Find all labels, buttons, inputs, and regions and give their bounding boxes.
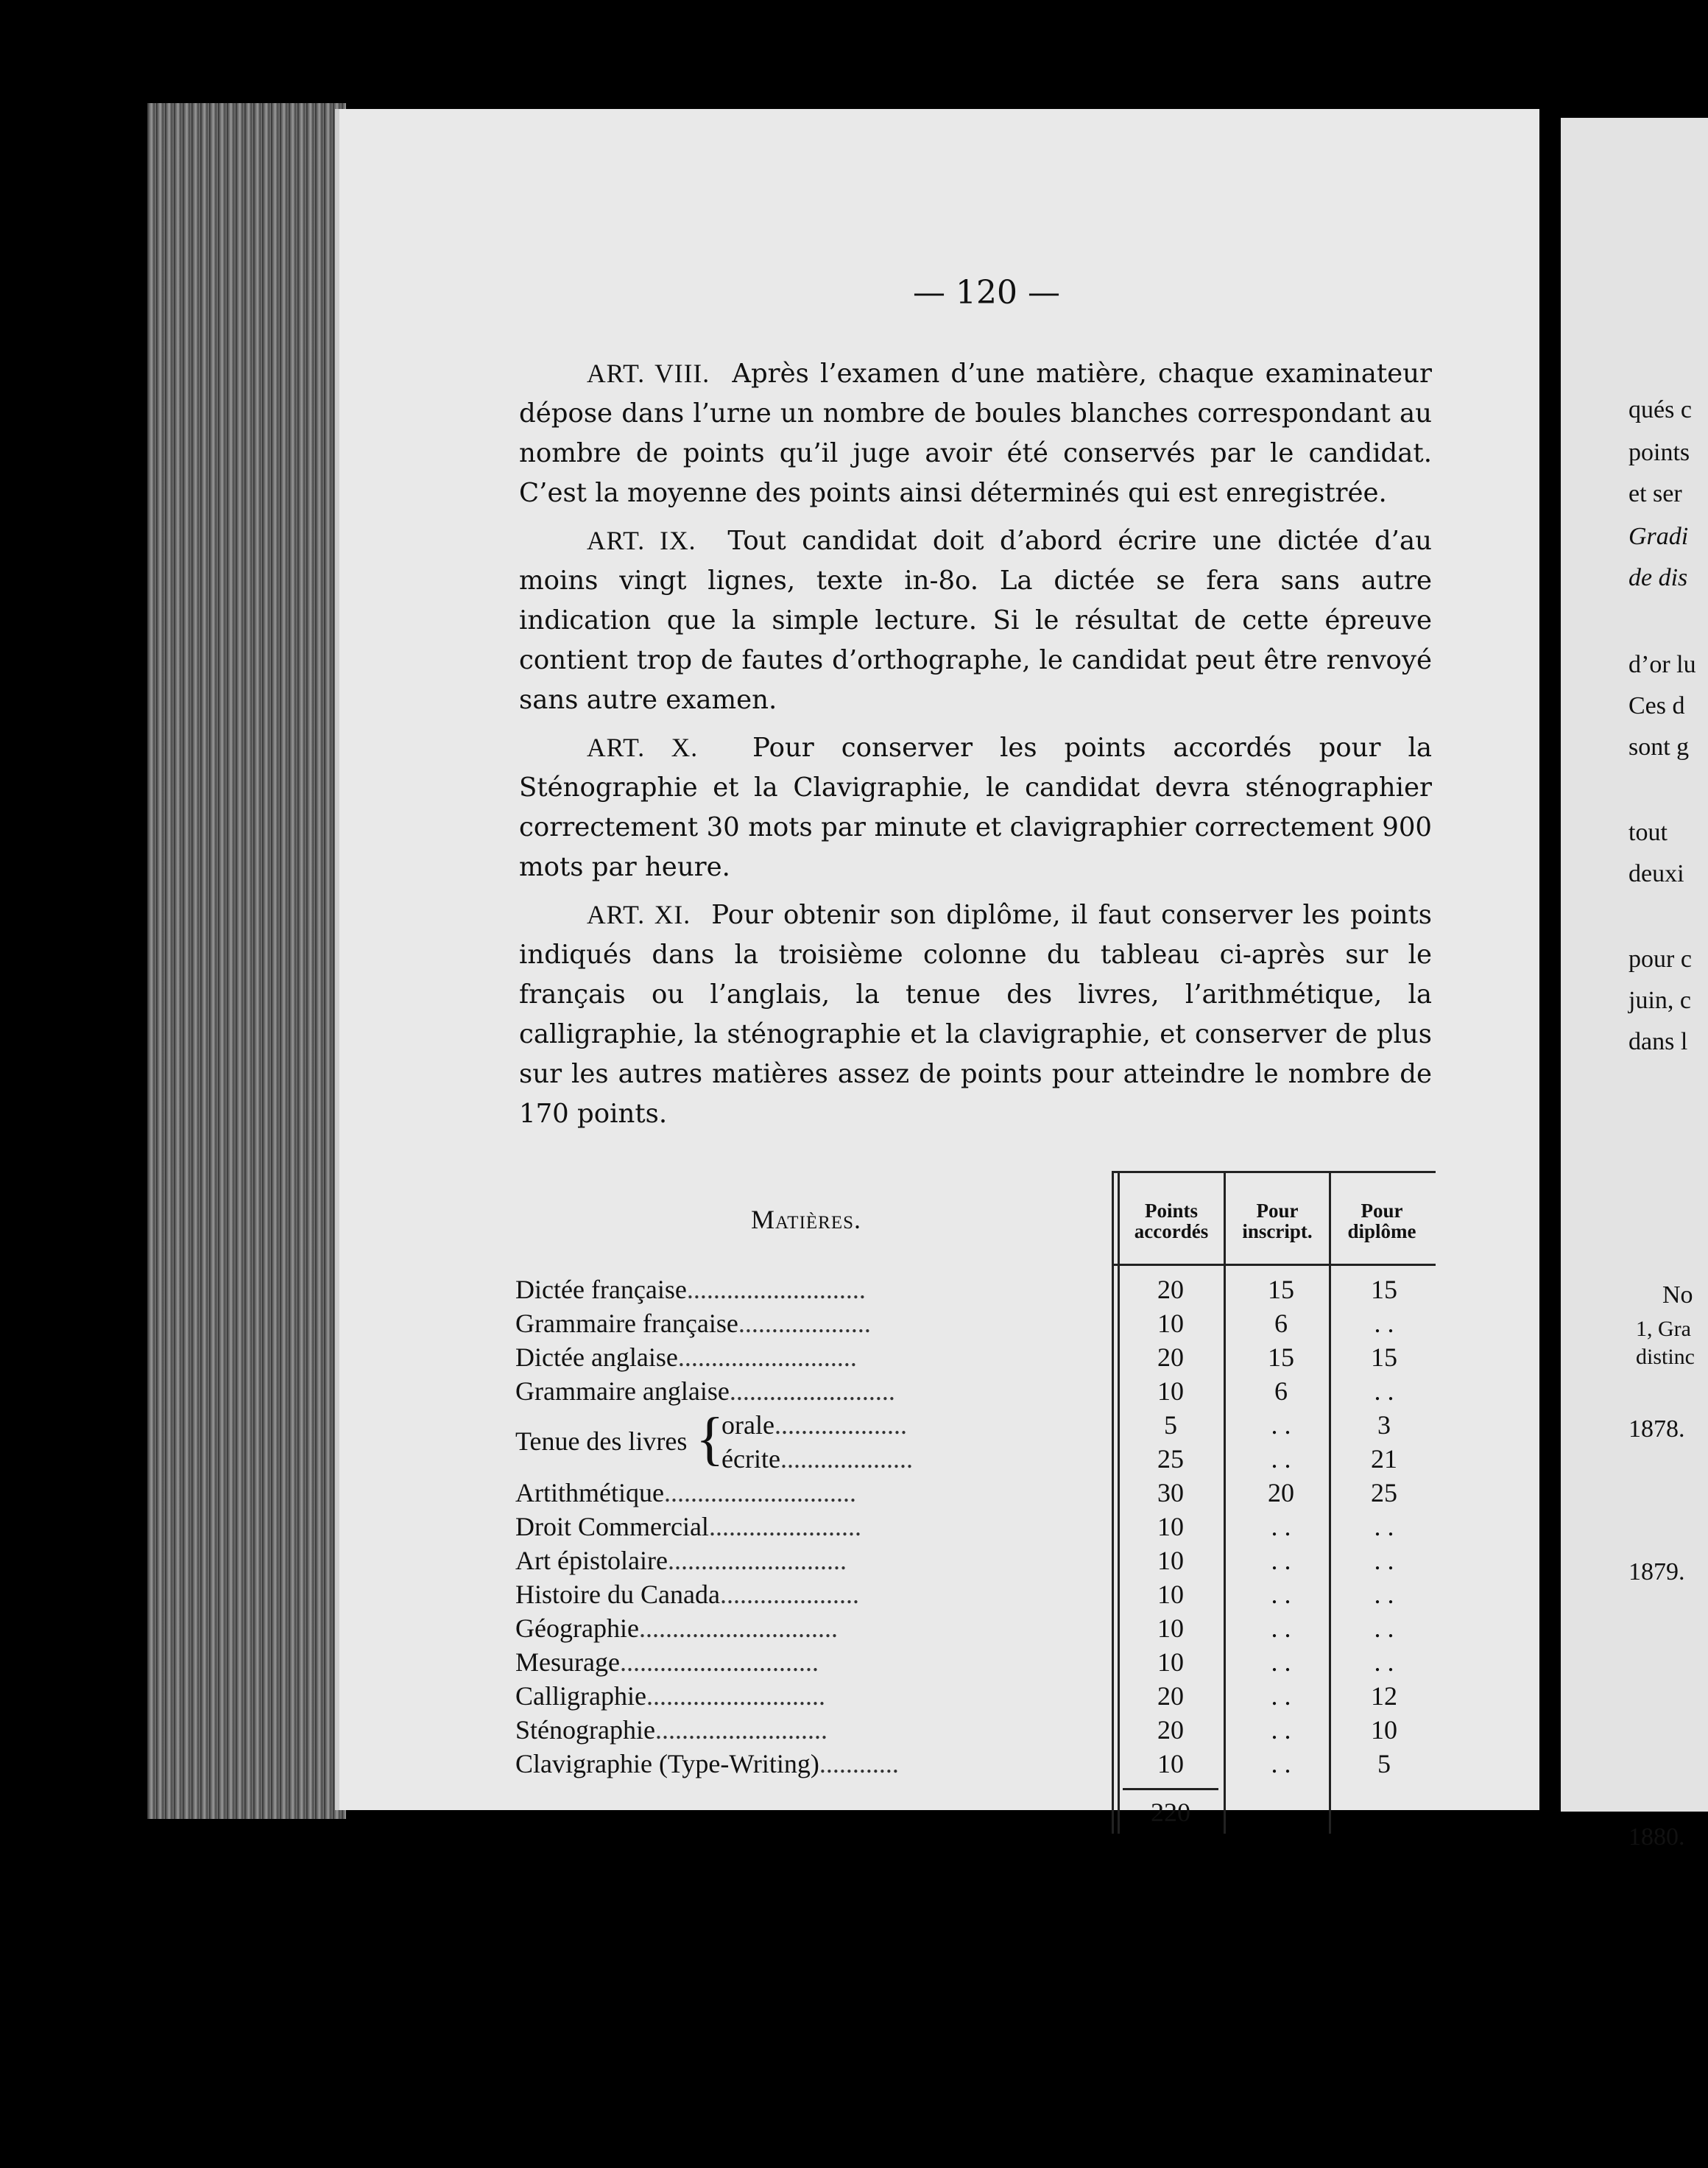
table-row: Calligraphie........................... 20 . . 12: [515, 1681, 1397, 1711]
table-row: Clavigraphie (Type-Writing)............ 10 . . 5: [515, 1749, 1391, 1778]
table-heading: Matières.: [751, 1205, 862, 1234]
book-page-edges: [147, 103, 346, 1819]
col-points-accordes: Points accordés: [1134, 1200, 1209, 1242]
table-row: Art épistolaire........................... 10 . . . .: [515, 1546, 1394, 1575]
facing-text: de dis: [1628, 564, 1688, 591]
facing-text: distinc: [1636, 1345, 1695, 1369]
total-rule: [1123, 1788, 1218, 1790]
table-rule: [1112, 1171, 1436, 1173]
facing-text: deuxi: [1628, 860, 1684, 887]
articles-text: [519, 353, 1432, 1141]
table-row: Mesurage.............................. 10 . . . .: [515, 1647, 1394, 1677]
facing-text: 1, Gra: [1636, 1317, 1691, 1341]
facing-text: 1880.: [1628, 1823, 1685, 1851]
facing-text: points: [1628, 439, 1690, 466]
facing-text: tout: [1628, 819, 1668, 846]
table-row: Dictée française........................... 20 15 15: [515, 1275, 1397, 1304]
brace: {: [696, 1407, 724, 1471]
table-rule: [1112, 1264, 1436, 1266]
table-row: Droit Commercial....................... 10 . . . .: [515, 1512, 1394, 1541]
facing-text: sont g: [1628, 733, 1690, 761]
page-number: — 120 —: [913, 274, 1060, 312]
table-total: 220: [1151, 1798, 1190, 1827]
table-row: Artithmétique............................. 30 20 25: [515, 1478, 1397, 1507]
facing-text: juin, c: [1628, 987, 1691, 1014]
col-pour-inscript: Pour inscript.: [1242, 1200, 1313, 1242]
facing-text: pour c: [1628, 946, 1692, 973]
article-paragraph: ART. IX. Tout candidat doit d’abord écrire une dictée d’au moins vingt lignes, texte in-8o. La dictée se fera sans autre indication que la simple lecture. Si le résultat de cette épreuve contient trop de fautes d’orthographe, le candidat peut être renvoyé sans autre examen.: [519, 526, 1432, 715]
facing-text: d’or lu: [1628, 651, 1696, 678]
table-row: Dictée anglaise........................... 20 15 15: [515, 1342, 1397, 1372]
table-row: Géographie.............................. 10 . . . .: [515, 1613, 1394, 1643]
facing-text: qués c: [1628, 396, 1692, 423]
table-row-tenue: Tenue des livres { orale.................... écrite.................... 5 . . 3 25 . . 21: [515, 1407, 1397, 1474]
table-row: Grammaire française.................... 10 6 . .: [515, 1309, 1394, 1338]
table-row: Sténographie.......................... 20 . . 10: [515, 1715, 1397, 1745]
facing-text: et ser: [1628, 480, 1682, 507]
table-row: Histoire du Canada..................... 10 . . . .: [515, 1580, 1394, 1609]
facing-text: Ces d: [1628, 692, 1685, 719]
facing-text: 1879.: [1628, 1558, 1685, 1585]
article-paragraph: ART. VIII. Après l’examen d’une matière, chaque examinateur dépose dans l’urne un nombre de boules blanches correspondant au nombre de points qu’il juge avoir été conservés par le candidat. C’est la moyenne des points ainsi déterminés qui est enregistrée.: [519, 359, 1432, 508]
facing-text: 1878.: [1628, 1415, 1685, 1443]
tenue-label: Tenue des livres: [515, 1426, 688, 1456]
col-pour-diplome: Pour diplôme: [1347, 1200, 1416, 1242]
facing-text: No: [1662, 1281, 1693, 1309]
article-paragraph: ART. X. Pour conserver les points accordés pour la Sténographie et la Clavigraphie, le candidat devra sténographier correctement 30 mots par minute et clavigraphier correctement 900 mots par heure.: [519, 733, 1432, 882]
article-paragraph: ART. XI. Pour obtenir son diplôme, il faut conserver les points indiqués dans la troisième colonne du tableau ci-après sur le français ou l’anglais, la tenue des livres, l’arithmétique, la calligraphie, la sténographie et la clavigraphie, et conserver de plus sur les autres matières assez de points pour atteindre le nombre de 170 points.: [519, 900, 1432, 1129]
facing-text: Gradi: [1628, 523, 1689, 550]
facing-text: dans l: [1628, 1028, 1688, 1055]
table-row: Grammaire anglaise......................... 10 6 . .: [515, 1376, 1394, 1406]
